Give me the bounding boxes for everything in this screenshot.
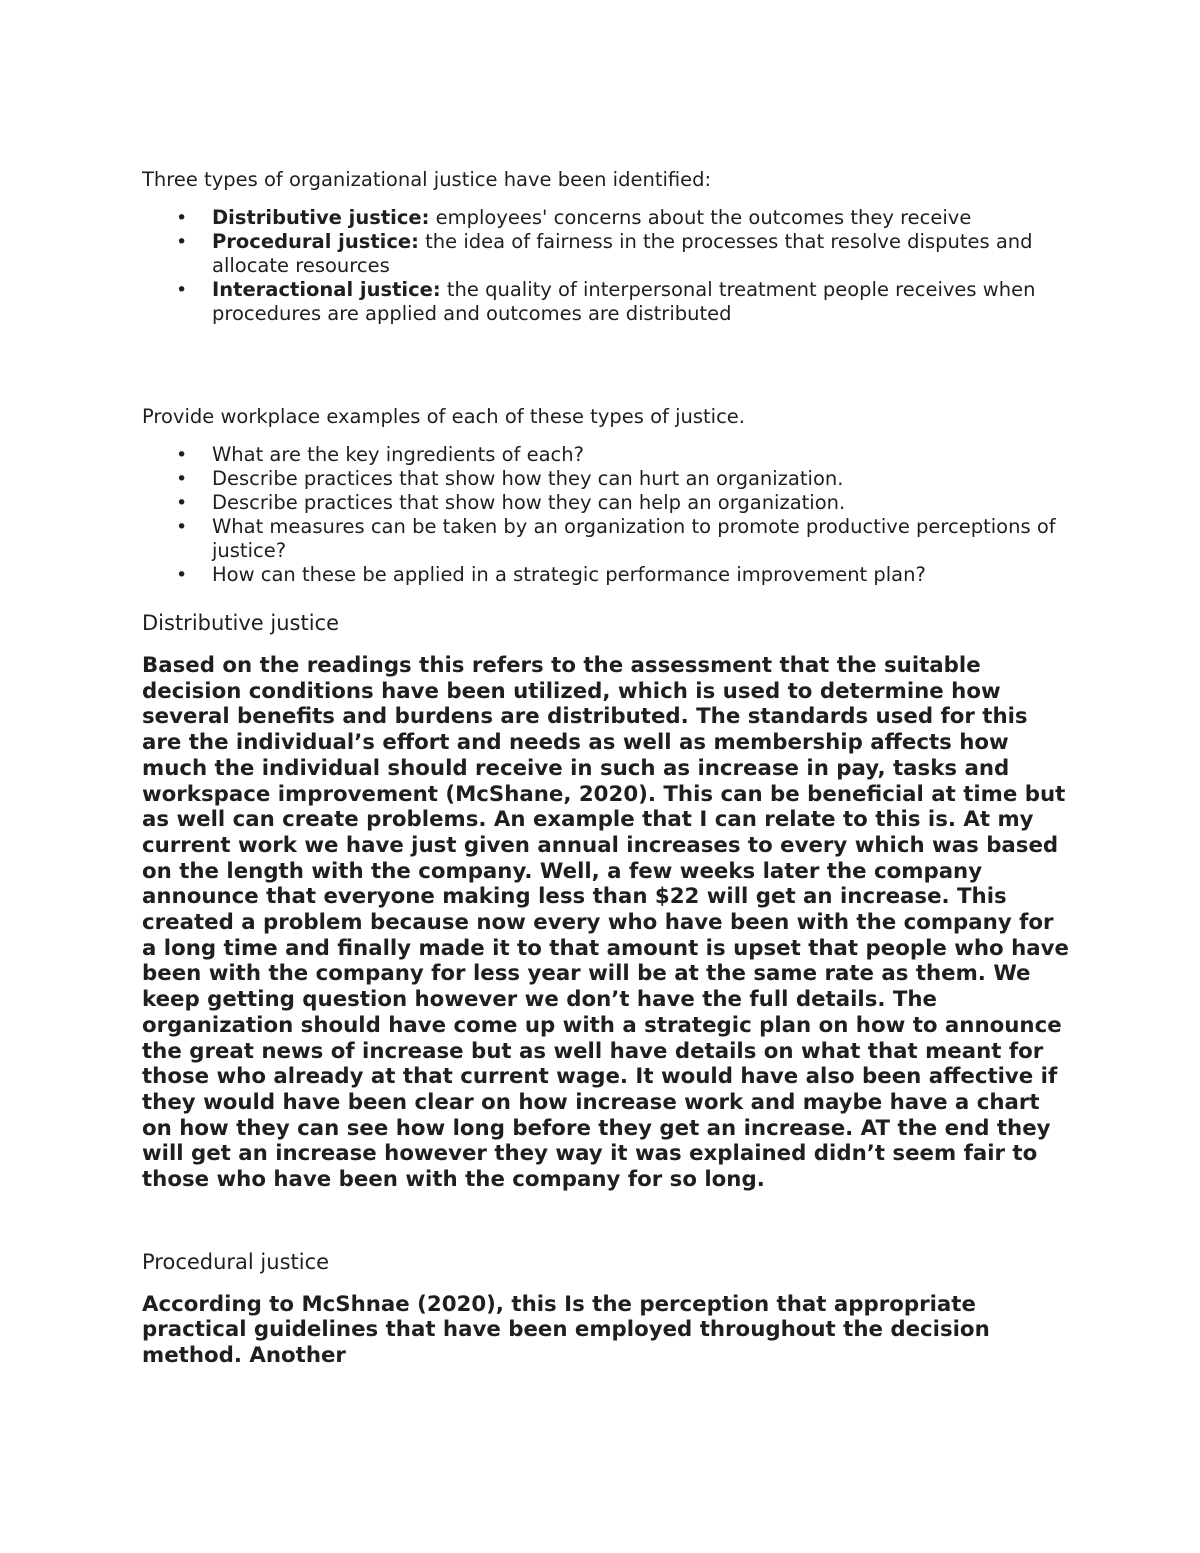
definition-term: Interactional justice: [212,278,441,301]
question-text: Describe practices that show how they can help an organization. [212,491,846,514]
definition-text: the idea of fairness in the processes that resolve disputes and allocate resources [212,230,1033,277]
list-item [142,206,1072,230]
bullet-icon: • [176,516,188,538]
document-page [142,168,1072,1369]
question-text: What are the key ingredients of each? [212,443,584,466]
section-heading-distributive: Distributive justice [142,611,339,635]
bullet-icon: • [176,231,188,253]
bullet-icon: • [176,207,188,229]
definition-term: Procedural justice: [212,230,419,253]
question-text: What measures can be taken by an organization to promote productive perceptions of justice? [212,515,1056,562]
bullet-icon: • [176,444,188,466]
bullet-icon: • [176,564,188,586]
list-item [142,443,1072,467]
bullet-icon: • [176,468,188,490]
questions-list [142,443,1072,587]
justice-definitions-list [142,206,1072,326]
prompt-text: Provide workplace examples of each of these types of justice. [142,405,746,428]
question-text: How can these be applied in a strategic performance improvement plan? [212,563,926,586]
question-text: Describe practices that show how they can hurt an organization. [212,467,844,490]
bullet-icon: • [176,279,188,301]
list-item [142,515,1072,563]
list-item [142,278,1072,326]
list-item [142,491,1072,515]
section-heading-procedural: Procedural justice [142,1249,330,1274]
definition-text: employees' concerns about the outcomes they receive [429,206,972,229]
bullet-icon: • [176,492,188,514]
list-item [142,563,1072,587]
intro-text: Three types of organizational justice have been identified: [142,168,712,191]
list-item [142,230,1072,278]
definition-text: the quality of interpersonal treatment people receives when procedures are applied and outcomes are distributed [212,278,1036,325]
section-body-procedural: According to McShnae (2020), this Is the perception that appropriate practical guidelines that have been employed throughout the decision method. Another [142,1291,990,1369]
definition-term: Distributive justice: [212,206,430,229]
section-body-distributive: Based on the readings this refers to the assessment that the suitable decision conditions have been utilized, which is used to determine how several benefits and burdens are distributed. The standards used for this are the individual’s effort and needs as well as membership affects how much the individual should receive in such as increase in pay, tasks and workspace improvement (McShane, 2020). This can be beneficial at time but as well can create problems. An example that I can relate to this is. At my current work we have just given annual increases to every which was based on the length with the company. Well, a few weeks later the company announce that everyone making less than $22 will get an increase. This created a problem because now every who have been with the company for a long time and finally made it to that amount is upset that people who have been with the company for less year will be at the same rate as them. We keep getting question however we don’t have the full details. The organization should have come up with a strategic plan on how to announce the great news of increase but as well have details on what that meant for those who already at that current wage. It would have also been affective if they would have been clear on how increase work and maybe have a chart on how they can see how long before they get an increase. AT the end they will get an increase however they way it was explained didn’t seem fair to those who have been with the company for so long. [142,653,1069,1193]
list-item [142,467,1072,491]
